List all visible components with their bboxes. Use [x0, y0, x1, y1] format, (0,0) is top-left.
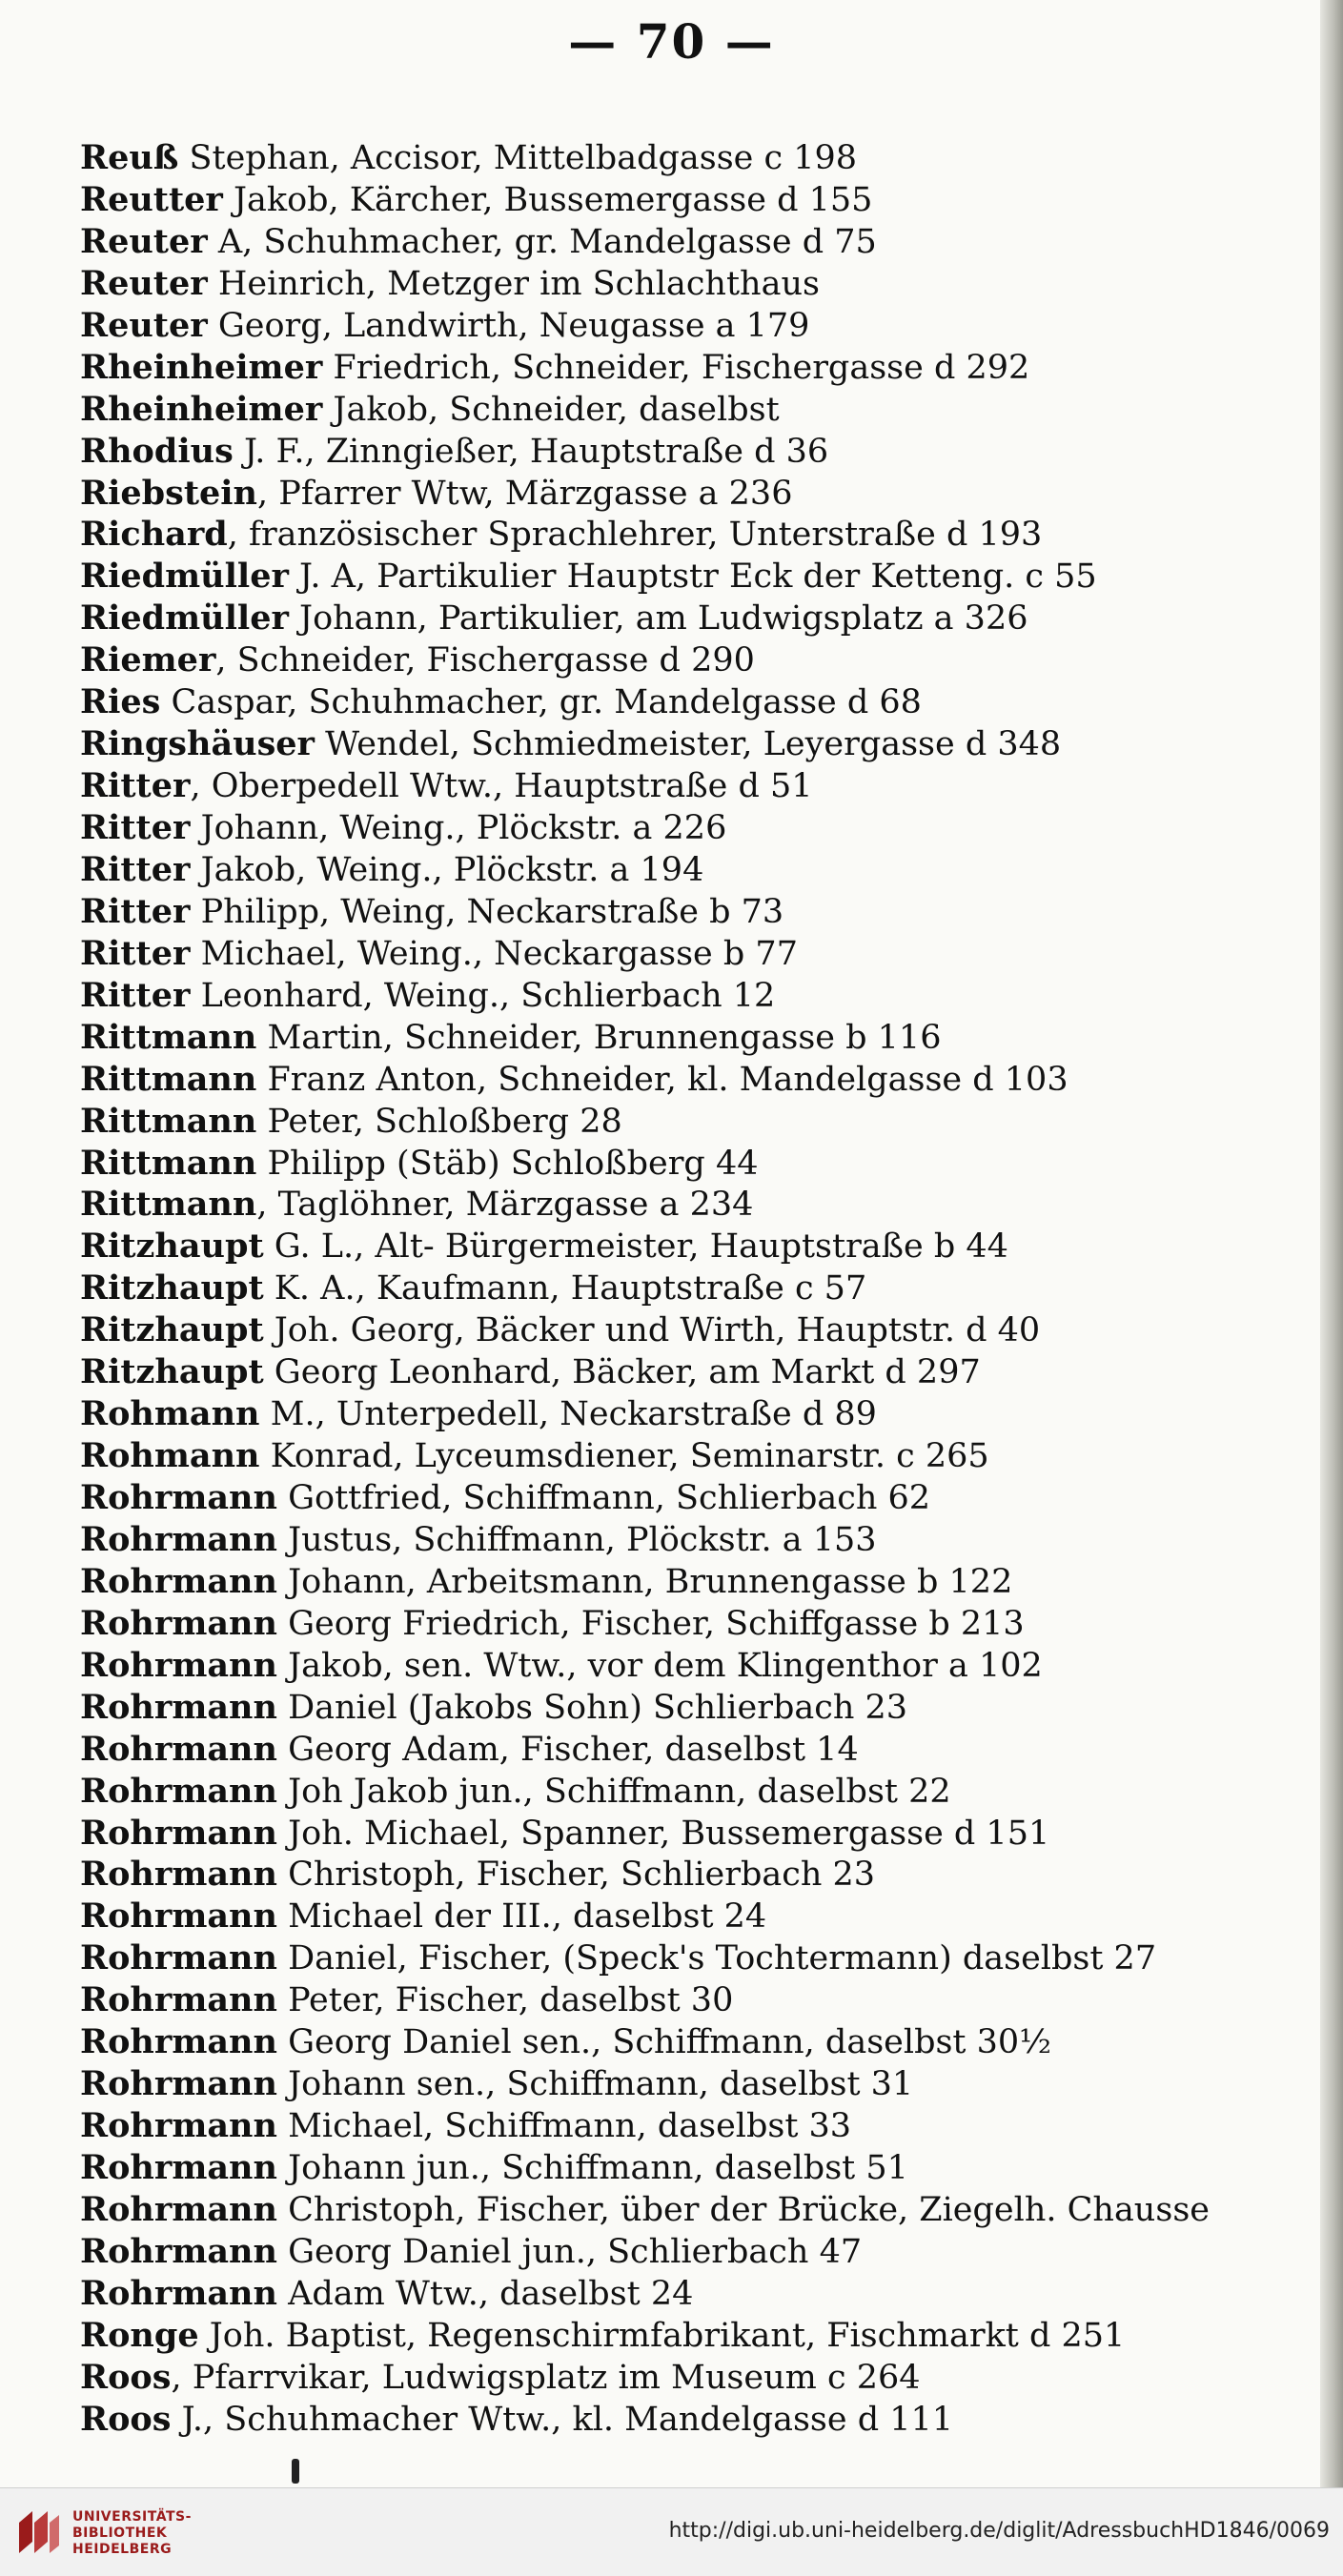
entry-surname: Ritzhaupt	[80, 1227, 264, 1267]
address-entry	[80, 1477, 1319, 1519]
address-entry	[80, 1937, 1319, 1979]
entry-details: , Taglöhner, Märzgasse a 234	[256, 1186, 754, 1225]
entry-details: Johann, Arbeitsmann, Brunnengasse b 122	[276, 1562, 1013, 1601]
entry-details: Konrad, Lyceumsdiener, Seminarstr. c 265	[259, 1437, 989, 1476]
entry-surname: Rohrmann	[80, 1938, 277, 1978]
entry-surname: Rheinheimer	[80, 347, 323, 387]
address-entry	[80, 723, 1319, 765]
entry-surname: Rohrmann	[80, 1687, 277, 1727]
entry-details: Philipp, Weing, Neckarstraße b 73	[190, 892, 784, 931]
entry-details: Johann, Partikulier, am Ludwigsplatz a 326	[288, 599, 1028, 639]
address-entry	[80, 2231, 1319, 2273]
entry-details: G. L., Alt- Bürgermeister, Hauptstraße b 44	[263, 1227, 1008, 1267]
entry-details: Georg Adam, Fischer, daselbst 14	[276, 1730, 859, 1769]
entry-details: Peter, Fischer, daselbst 30	[276, 1981, 734, 2020]
entry-details: Johann, Weing., Plöckstr. a 226	[190, 809, 727, 847]
entry-details: Caspar, Schuhmacher, gr. Mandelgasse d 68	[160, 683, 922, 722]
address-entry	[80, 2315, 1319, 2357]
entry-surname: Ringshäuser	[80, 724, 315, 764]
address-entry	[80, 347, 1319, 389]
address-entry	[80, 1896, 1319, 1937]
entry-surname: Ritter	[80, 766, 191, 806]
address-entry	[80, 2105, 1319, 2147]
footer-bar	[0, 2487, 1343, 2576]
address-entry	[80, 221, 1319, 263]
entry-surname: Rittmann	[80, 1101, 257, 1141]
entry-surname: Rohrmann	[80, 1603, 277, 1643]
address-entry	[80, 1813, 1319, 1855]
entry-surname: Riedmüller	[80, 598, 289, 639]
address-entry	[80, 2147, 1319, 2189]
address-entry	[80, 263, 1319, 305]
entry-details: Johann sen., Schiffmann, daselbst 31	[276, 2065, 914, 2104]
address-entry	[80, 1854, 1319, 1896]
entry-surname: Rittmann	[80, 1185, 257, 1225]
address-entry	[80, 2273, 1319, 2315]
address-entry	[80, 681, 1319, 723]
entry-surname: Reuter	[80, 305, 208, 345]
entry-surname: Rohrmann	[80, 2231, 277, 2271]
entry-details: J. A, Partikulier Hauptstr Eck der Ketteng. c 55	[288, 558, 1097, 597]
address-entry	[80, 514, 1319, 556]
entry-surname: Rohrmann	[80, 2106, 277, 2146]
address-entry	[80, 1979, 1319, 2021]
library-name-line: BIBLIOTHEK	[72, 2525, 168, 2541]
entry-details: , Pfarrer Wtw, Märzgasse a 236	[257, 474, 793, 513]
entry-details: Franz Anton, Schneider, kl. Mandelgasse d 103	[256, 1060, 1068, 1099]
entry-surname: Riebstein	[80, 473, 258, 513]
entry-details: Joh. Baptist, Regenschirmfabrikant, Fischmarkt d 251	[198, 2316, 1126, 2355]
entry-surname: Ritter	[80, 933, 191, 973]
address-entry	[80, 1771, 1319, 1813]
entry-surname: Rohrmann	[80, 1519, 277, 1559]
entry-surname: Roos	[80, 2399, 172, 2439]
entry-surname: Rohrmann	[80, 1771, 277, 1811]
entry-details: Martin, Schneider, Brunnengasse b 116	[256, 1018, 942, 1057]
entry-surname: Ritter	[80, 808, 191, 847]
entry-details: Christoph, Fischer, über der Brücke, Ziegelh. Chausse	[276, 2190, 1210, 2229]
page-edge	[1320, 0, 1343, 2487]
entry-details: Jakob, Kärcher, Bussemergasse d 155	[222, 180, 873, 219]
entry-details: Georg Daniel sen., Schiffmann, daselbst 30½	[276, 2023, 1052, 2062]
address-entry	[80, 891, 1319, 933]
library-name-line: HEIDELBERG	[72, 2542, 173, 2557]
address-entry	[80, 639, 1319, 681]
entry-surname: Rohrmann	[80, 2148, 277, 2187]
address-entry	[80, 1561, 1319, 1603]
address-entry	[80, 556, 1319, 598]
entry-surname: Rohrmann	[80, 1897, 277, 1937]
entry-details: Jakob, sen. Wtw., vor dem Klingenthor a 102	[276, 1646, 1043, 1685]
entry-details: Friedrich, Schneider, Fischergasse d 292	[322, 348, 1030, 387]
address-entry	[80, 1687, 1319, 1729]
address-entry	[80, 1729, 1319, 1771]
entry-details: Michael, Weing., Neckargasse b 77	[190, 934, 798, 973]
entry-details: Johann jun., Schiffmann, daselbst 51	[276, 2149, 908, 2187]
address-entry	[80, 1309, 1319, 1351]
address-entry	[80, 1059, 1319, 1101]
entry-surname: Ritter	[80, 849, 191, 889]
entry-details: Leonhard, Weing., Schlierbach 12	[190, 976, 776, 1015]
library-logo-icon	[13, 2505, 63, 2559]
entry-details: Adam Wtw., daselbst 24	[276, 2274, 694, 2313]
entry-surname: Ritter	[80, 975, 191, 1015]
entry-surname: Rohrmann	[80, 1561, 277, 1601]
entry-details: J. F., Zinngießer, Hauptstraße d 36	[233, 432, 829, 471]
entry-surname: Ritzhaupt	[80, 1352, 264, 1392]
entry-details: Joh. Michael, Spanner, Bussemergasse d 151	[276, 1814, 1050, 1853]
entry-surname: Reutter	[80, 179, 223, 219]
library-name	[72, 2509, 192, 2558]
address-entry	[80, 2063, 1319, 2105]
entry-surname: Riemer	[80, 640, 216, 680]
address-entry	[80, 1519, 1319, 1561]
address-entry	[80, 849, 1319, 891]
entry-details: Wendel, Schmiedmeister, Leyergasse d 348	[315, 725, 1062, 764]
address-entry	[80, 975, 1319, 1017]
entry-surname: Rheinheimer	[80, 389, 323, 429]
entry-details: Georg Leonhard, Bäcker, am Markt d 297	[263, 1353, 981, 1392]
entry-details: Daniel (Jakobs Sohn) Schlierbach 23	[276, 1688, 908, 1727]
address-entry	[80, 933, 1319, 975]
entry-details: Jakob, Schneider, daselbst	[322, 390, 780, 429]
entry-details: Stephan, Accisor, Mittelbadgasse c 198	[178, 139, 858, 177]
address-entry	[80, 1603, 1319, 1645]
entry-surname: Rohrmann	[80, 1980, 277, 2020]
address-entry	[80, 2189, 1319, 2231]
address-entry	[80, 1351, 1319, 1393]
address-entry	[80, 1101, 1319, 1143]
entry-surname: Ritzhaupt	[80, 1268, 264, 1308]
entry-details: M., Unterpedell, Neckarstraße d 89	[259, 1395, 877, 1434]
entry-surname: Rittmann	[80, 1143, 257, 1183]
address-entry	[80, 179, 1319, 221]
address-entry	[80, 1017, 1319, 1059]
entry-surname: Ritzhaupt	[80, 1310, 264, 1350]
entry-details: , Oberpedell Wtw., Hauptstraße d 51	[190, 767, 813, 806]
ink-mark	[292, 2459, 299, 2484]
entry-details: A, Schuhmacher, gr. Mandelgasse d 75	[207, 222, 877, 261]
entry-surname: Ronge	[80, 2315, 199, 2355]
address-entry	[80, 137, 1319, 179]
address-list	[80, 137, 1319, 2441]
address-entry	[80, 598, 1319, 639]
page-number: — 70 —	[568, 13, 775, 70]
entry-surname: Rohmann	[80, 1436, 260, 1476]
entry-details: Gottfried, Schiffmann, Schlierbach 62	[276, 1479, 931, 1517]
entry-surname: Rohrmann	[80, 1855, 277, 1895]
entry-details: Peter, Schloßberg 28	[256, 1102, 622, 1141]
entry-details: Joh. Georg, Bäcker und Wirth, Hauptstr. d 40	[263, 1311, 1041, 1350]
entry-details: , Pfarrvikar, Ludwigsplatz im Museum c 264	[171, 2358, 921, 2397]
entry-surname: Rhodius	[80, 431, 234, 471]
entry-details: Philipp (Stäb) Schloßberg 44	[256, 1144, 759, 1183]
entry-surname: Rohmann	[80, 1394, 260, 1434]
entry-surname: Rohrmann	[80, 2022, 277, 2062]
entry-details: Heinrich, Metzger im Schlachthaus	[207, 264, 820, 303]
entry-details: , Schneider, Fischergasse d 290	[215, 641, 755, 680]
entry-surname: Rohrmann	[80, 1645, 277, 1685]
entry-details: Georg Friedrich, Fischer, Schiffgasse b 213	[276, 1604, 1025, 1643]
entry-surname: Rohrmann	[80, 1729, 277, 1769]
entry-details: Joh Jakob jun., Schiffmann, daselbst 22	[276, 1772, 951, 1811]
address-entry	[80, 1143, 1319, 1185]
entry-surname: Rohrmann	[80, 2273, 277, 2313]
entry-details: Jakob, Weing., Plöckstr. a 194	[190, 850, 704, 889]
entry-details: , französischer Sprachlehrer, Unterstraße d 193	[227, 516, 1043, 555]
address-entry	[80, 1184, 1319, 1226]
source-link[interactable]: http://digi.ub.uni-heidelberg.de/diglit/AdressbuchHD1846/0069	[668, 2519, 1330, 2543]
address-entry	[80, 1268, 1319, 1309]
entry-details: J., Schuhmacher Wtw., kl. Mandelgasse d 111	[171, 2400, 954, 2439]
address-entry	[80, 431, 1319, 473]
entry-surname: Riedmüller	[80, 557, 289, 597]
entry-surname: Rohrmann	[80, 1813, 277, 1853]
address-entry	[80, 1645, 1319, 1687]
address-entry	[80, 807, 1319, 849]
entry-details: K. A., Kaufmann, Hauptstraße c 57	[263, 1269, 867, 1308]
address-entry	[80, 389, 1319, 431]
address-entry	[80, 2357, 1319, 2399]
address-entry	[80, 765, 1319, 807]
address-entry	[80, 1226, 1319, 1268]
entry-details: Daniel, Fischer, (Speck's Tochtermann) daselbst 27	[276, 1939, 1157, 1978]
address-entry	[80, 1393, 1319, 1435]
entry-details: Georg Daniel jun., Schlierbach 47	[276, 2232, 863, 2271]
entry-surname: Reuß	[80, 138, 179, 177]
address-entry	[80, 1435, 1319, 1477]
address-entry	[80, 2021, 1319, 2063]
address-entry	[80, 473, 1319, 515]
entry-details: Michael der III., daselbst 24	[276, 1897, 767, 1937]
entry-surname: Rittmann	[80, 1017, 257, 1057]
entry-surname: Ries	[80, 682, 161, 722]
library-name-line: UNIVERSITÄTS-	[72, 2509, 192, 2525]
entry-surname: Reuter	[80, 221, 208, 261]
entry-details: Christoph, Fischer, Schlierbach 23	[276, 1856, 876, 1895]
entry-surname: Richard	[80, 515, 228, 555]
entry-surname: Rohrmann	[80, 1478, 277, 1517]
entry-surname: Rohrmann	[80, 2189, 277, 2229]
address-entry	[80, 2399, 1319, 2441]
entry-details: Justus, Schiffmann, Plöckstr. a 153	[276, 1520, 877, 1559]
entry-surname: Rittmann	[80, 1059, 257, 1099]
entry-surname: Rohrmann	[80, 2064, 277, 2104]
entry-details: Michael, Schiffmann, daselbst 33	[276, 2107, 852, 2146]
entry-details: Georg, Landwirth, Neugasse a 179	[207, 306, 810, 345]
entry-surname: Ritter	[80, 891, 191, 931]
address-entry	[80, 305, 1319, 347]
entry-surname: Reuter	[80, 263, 208, 303]
entry-surname: Roos	[80, 2357, 172, 2397]
